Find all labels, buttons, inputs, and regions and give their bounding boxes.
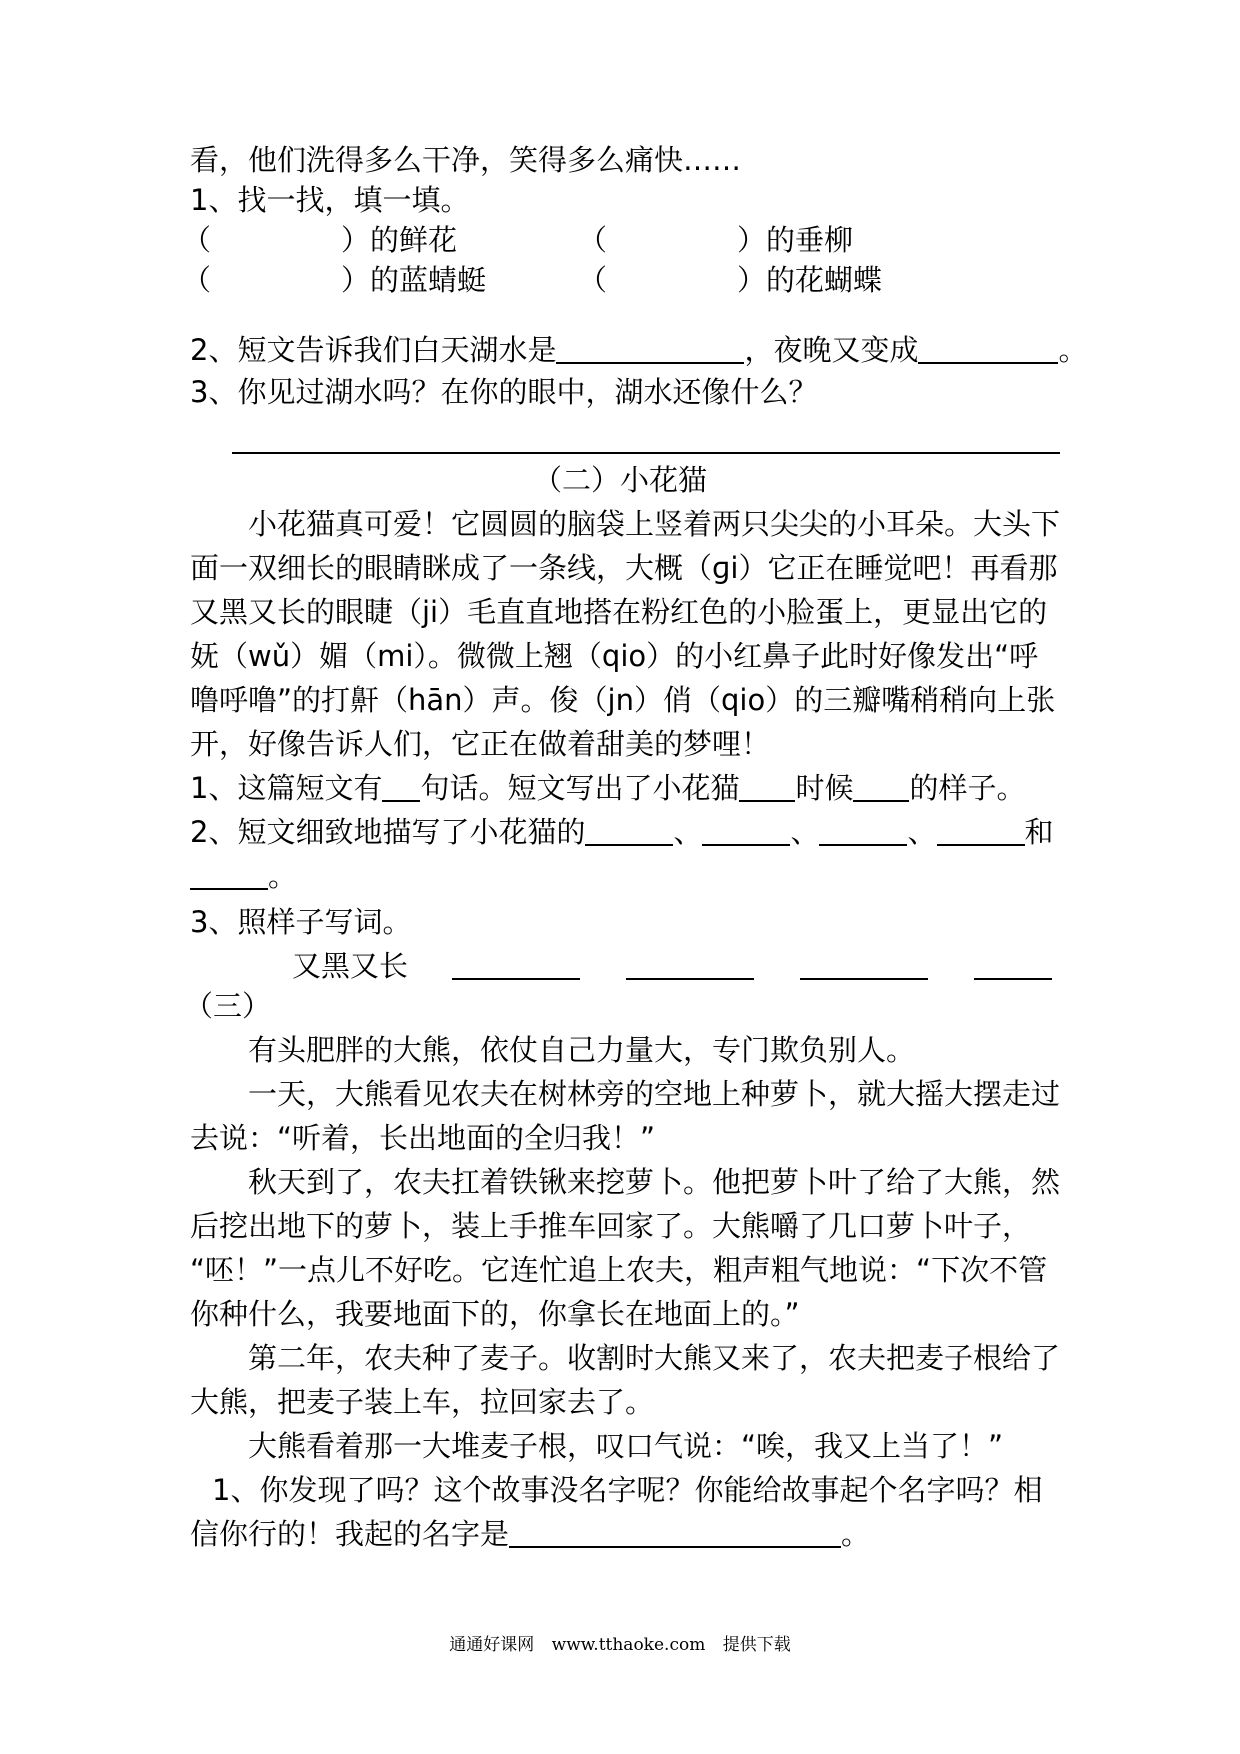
section-2-question-2 xyxy=(190,810,1054,854)
q2-end: 。 xyxy=(268,859,298,893)
paragraph-line: 面一双细长的眼睛眯成了一条线，大概（ɡi）它正在睡觉吧！再看那 xyxy=(190,551,1058,585)
fill-row-1-right xyxy=(578,218,853,262)
answer-blank[interactable] xyxy=(819,814,907,846)
question-2 xyxy=(190,328,1087,372)
open-paren: （ xyxy=(578,263,608,297)
q2-text: 2、短文细致地描写了小花猫的 xyxy=(190,815,586,849)
answer-blank[interactable] xyxy=(853,770,909,802)
paragraph-line: 去说：“听着，长出地面的全归我！” xyxy=(190,1121,656,1155)
paragraph-line: 有头肥胖的大熊，依仗自己力量大，专门欺负别人。 xyxy=(248,1033,916,1067)
fill-row-1-left xyxy=(182,218,457,262)
answer-blank[interactable] xyxy=(739,770,795,802)
paragraph-line: 秋天到了，农夫扛着铁锹来挖萝卜。他把萝卜叶了给了大熊，然 xyxy=(248,1165,1061,1199)
footer-note: 提供下载 xyxy=(722,1635,791,1655)
q1-text: 信你行的！我起的名字是 xyxy=(190,1517,510,1551)
answer-blank[interactable] xyxy=(585,814,673,846)
paragraph-line: 又黑又长的眼睫（ji）毛直直地搭在粉红色的小脸蛋上，更显出它的 xyxy=(190,595,1048,629)
fill-label: ）的鲜花 xyxy=(341,223,458,257)
open-paren: （ xyxy=(578,223,608,257)
q2-end: 。 xyxy=(1058,333,1088,367)
separator: 、 xyxy=(907,815,937,849)
answer-blank[interactable] xyxy=(974,978,1052,980)
paragraph-line: 你种什么，我要地面下的，你拿长在地面上的。” xyxy=(190,1297,800,1331)
question-3: 3、你见过湖水吗？在你的眼中，湖水还像什么？ xyxy=(190,375,818,409)
answer-blank[interactable] xyxy=(382,770,420,802)
separator: 、 xyxy=(790,815,820,849)
open-paren: （ xyxy=(182,263,212,297)
q2-and: 和 xyxy=(1024,815,1054,849)
fill-row-2-right xyxy=(578,258,882,302)
paragraph-line: 大熊看着那一大堆麦子根，叹口气说：“唉，我又上当了！” xyxy=(248,1429,1004,1463)
section-2-question-3: 3、照样子写词。 xyxy=(190,905,412,939)
paragraph-line: 开，好像告诉人们，它正在做着甜美的梦哩！ xyxy=(190,727,771,761)
answer-blank[interactable] xyxy=(702,814,790,846)
q2-text: ，夜晚又变成 xyxy=(744,333,919,367)
q1-text: 1、这篇短文有 xyxy=(190,771,383,805)
section-3-heading: （三） xyxy=(184,989,272,1023)
q2-text: 2、短文告诉我们白天湖水是 xyxy=(190,333,557,367)
q1-text: 句话。短文写出了小花猫 xyxy=(420,771,740,805)
paragraph-line: 一天，大熊看见农夫在树林旁的空地上种萝卜，就大摇大摆走过 xyxy=(248,1077,1061,1111)
answer-blank[interactable] xyxy=(509,1516,841,1548)
separator: 、 xyxy=(673,815,703,849)
fill-label: ）的花蝴蝶 xyxy=(737,263,883,297)
fill-row-2-left xyxy=(182,258,486,302)
q1-end: 。 xyxy=(841,1517,871,1551)
example-word: 又黑又长 xyxy=(292,949,409,983)
section-2-question-2-cont xyxy=(190,854,297,898)
paragraph-line: 大熊，把麦子装上车，拉回家去了。 xyxy=(190,1385,655,1419)
footer-url[interactable]: www.tthaoke.com xyxy=(551,1635,706,1655)
passage-ending-line: 看，他们洗得多么干净，笑得多么痛快…… xyxy=(190,143,742,177)
section-2-title: （二）小花猫 xyxy=(532,463,707,497)
section-3-question-1-cont xyxy=(190,1512,870,1556)
answer-blank[interactable] xyxy=(556,332,744,364)
section-3-question-1: 1、你发现了吗？这个故事没名字呢？你能给故事起个名字吗？相 xyxy=(212,1473,1043,1507)
answer-blank[interactable] xyxy=(190,858,268,890)
fill-label: ）的蓝蜻蜓 xyxy=(341,263,487,297)
answer-blank[interactable] xyxy=(937,814,1025,846)
paragraph-line: 第二年，农夫种了麦子。收割时大熊又来了，农夫把麦子根给了 xyxy=(248,1341,1061,1375)
page-footer xyxy=(0,1630,1240,1655)
answer-blank[interactable] xyxy=(626,978,754,980)
answer-blank[interactable] xyxy=(918,332,1058,364)
paragraph-line: “呸！”一点儿不好吃。它连忙追上农夫，粗声粗气地说：“下次不管 xyxy=(190,1253,1048,1287)
q1-text: 的样子。 xyxy=(909,771,1026,805)
answer-blank[interactable] xyxy=(800,978,928,980)
answer-blank[interactable] xyxy=(452,978,580,980)
fill-label: ）的垂柳 xyxy=(737,223,854,257)
question-1-heading: 1、找一找，填一填。 xyxy=(190,183,470,217)
paragraph-line: 小花猫真可爱！它圆圆的脑袋上竖着两只尖尖的小耳朵。大头下 xyxy=(248,507,1061,541)
paragraph-line: 妩（wǔ）媚（mi）。微微上翘（qio）的小红鼻子此时好像发出“呼 xyxy=(190,639,1039,673)
paragraph-line: 后挖出地下的萝卜，装上手推车回家了。大熊嚼了几口萝卜叶子， xyxy=(190,1209,1032,1243)
q1-text: 时候 xyxy=(795,771,854,805)
section-divider xyxy=(232,452,1060,454)
paragraph-line: 噜呼噜”的打鼾（hān）声。俊（jn）俏（qio）的三瓣嘴稍稍向上张 xyxy=(190,683,1056,717)
open-paren: （ xyxy=(182,223,212,257)
section-2-question-1 xyxy=(190,766,1026,810)
footer-site-name: 通通好课网 xyxy=(449,1635,535,1655)
